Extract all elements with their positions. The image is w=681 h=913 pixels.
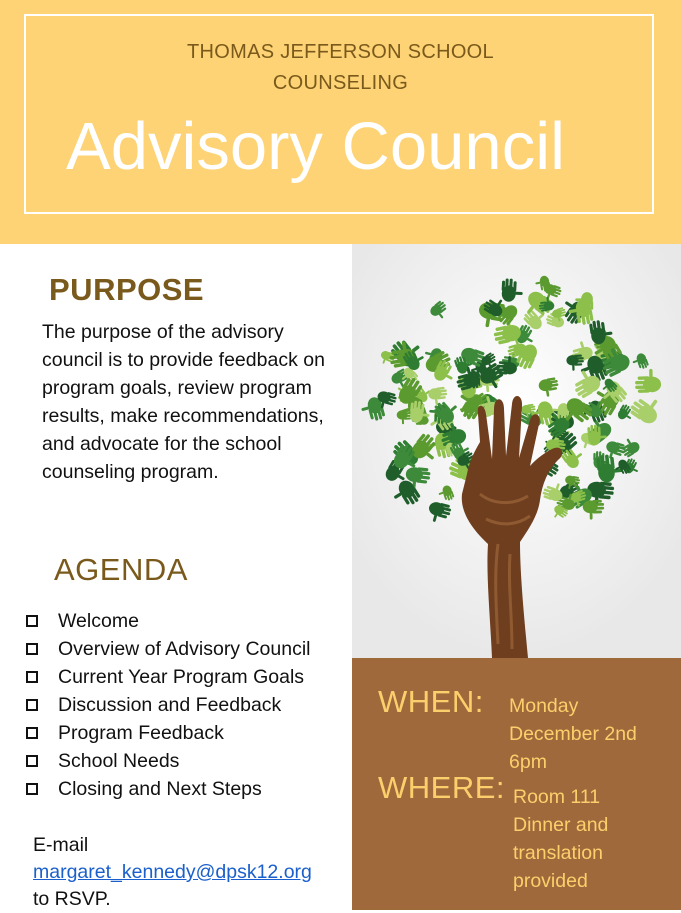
- agenda-item: [26, 719, 311, 747]
- agenda-heading: AGENDA: [54, 552, 188, 587]
- where-line: Room 111: [513, 786, 601, 808]
- when-line: December 2nd: [509, 723, 637, 745]
- rsvp-suffix: to RSVP.: [33, 888, 111, 910]
- tree-illustration: [352, 244, 681, 658]
- checkbox-icon: [26, 699, 38, 711]
- checkbox-icon: [26, 643, 38, 655]
- agenda-item: [26, 663, 311, 691]
- agenda-item-label: Welcome: [58, 609, 139, 632]
- agenda-item: [26, 691, 311, 719]
- school-name: THOMAS JEFFERSON SCHOOL: [187, 41, 494, 63]
- agenda-item: [26, 635, 311, 663]
- when-value: [509, 692, 677, 776]
- checkbox-icon: [26, 755, 38, 767]
- when-label: WHEN:: [378, 684, 484, 719]
- rsvp-prefix: E-mail: [33, 834, 89, 856]
- rsvp-email-link[interactable]: margaret_kennedy@dpsk12.org: [33, 861, 312, 883]
- agenda-item-label: Closing and Next Steps: [58, 777, 262, 800]
- agenda-item: [26, 775, 311, 803]
- department-name: COUNSELING: [272, 72, 409, 94]
- purpose-heading: PURPOSE: [49, 272, 205, 307]
- agenda-item-label: Overview of Advisory Council: [58, 637, 311, 660]
- page-title: Advisory Council: [66, 109, 565, 184]
- where-label: WHERE:: [378, 770, 505, 805]
- agenda-item: [26, 607, 311, 635]
- agenda-list: [26, 607, 311, 803]
- when-line: Monday: [509, 695, 579, 717]
- checkbox-icon: [26, 727, 38, 739]
- purpose-text: The purpose of the advisory council is to provide feedback on program goals, review program results, make recommendations, and advocate for the school counseling program.: [42, 321, 325, 483]
- where-value: [513, 783, 673, 895]
- tree-of-hands-icon: [352, 244, 681, 658]
- checkbox-icon: [26, 615, 38, 627]
- where-line: provided: [513, 870, 588, 892]
- rsvp-block: [33, 832, 312, 913]
- agenda-item: [26, 747, 311, 775]
- where-line: translation: [513, 842, 603, 864]
- where-line: Dinner and: [513, 814, 609, 836]
- when-line: 6pm: [509, 751, 547, 773]
- agenda-item-label: Discussion and Feedback: [58, 693, 282, 716]
- agenda-item-label: Current Year Program Goals: [58, 665, 305, 688]
- checkbox-icon: [26, 671, 38, 683]
- event-details-box: [352, 658, 681, 910]
- agenda-item-label: School Needs: [58, 749, 180, 772]
- agenda-item-label: Program Feedback: [58, 721, 224, 744]
- checkbox-icon: [26, 783, 38, 795]
- right-panel: [352, 244, 681, 910]
